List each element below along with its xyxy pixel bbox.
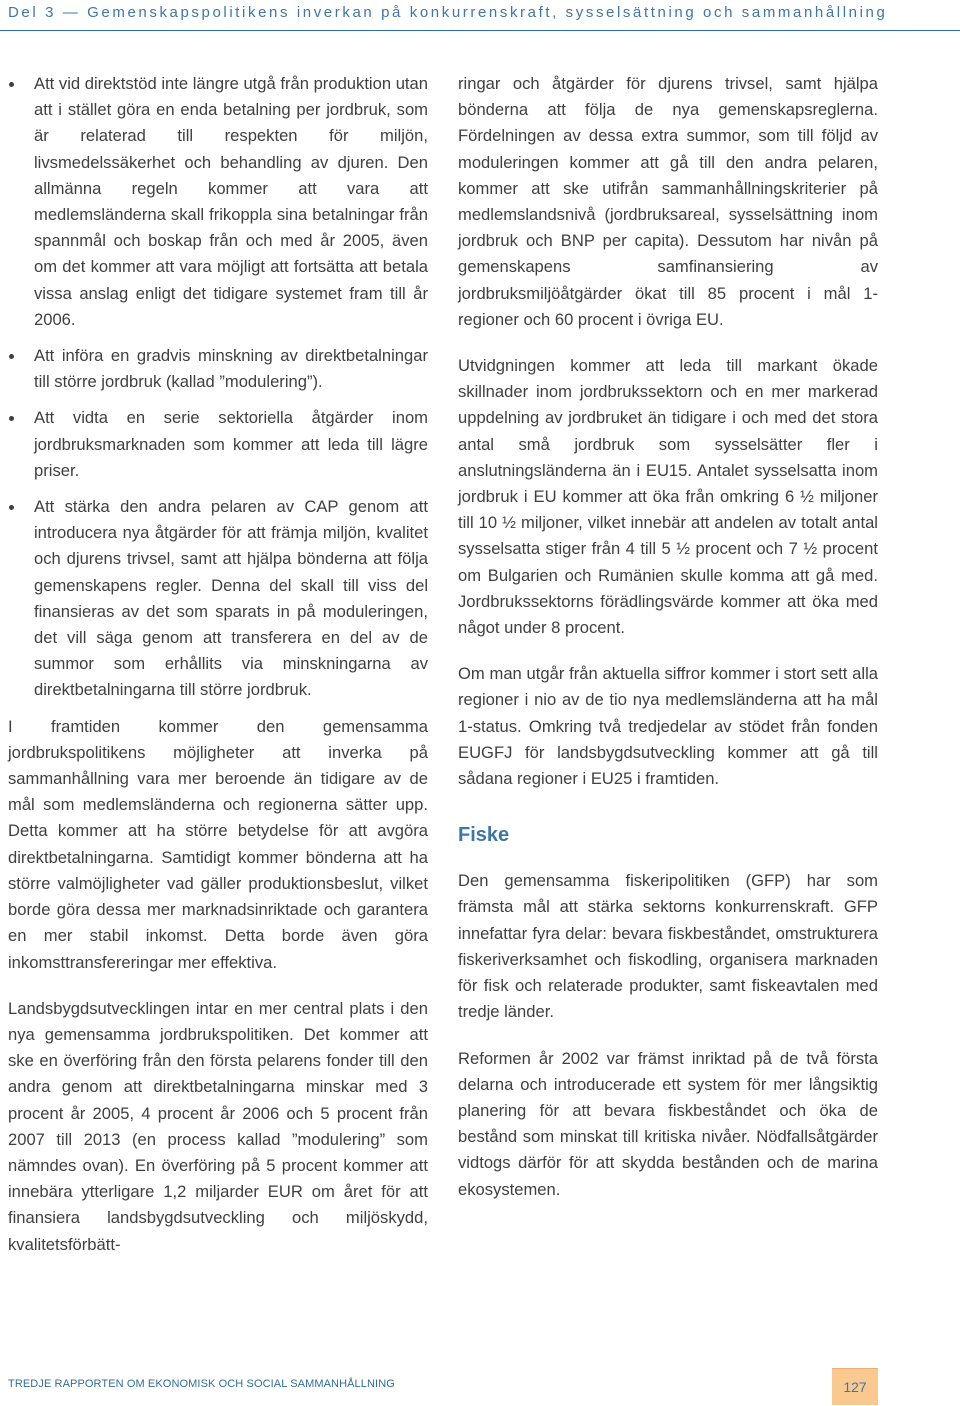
bullet-dot-icon xyxy=(9,416,14,421)
right-column xyxy=(458,71,878,1203)
section-heading: Fiske xyxy=(458,824,510,847)
bullet-dot-icon xyxy=(9,354,14,359)
body-paragraph: ringar och åtgärder för djurens trivsel, samt hjälpa bönderna att följa de nya gemenskapsreglerna. Fördelningen av dessa extra summor, som till följd av moduleringen kommer att gå till den andra pelaren, kommer att ske utifrån sammanhållningskriterier på medlemslandsnivå (jordbruksareal, sysselsättning inom jordbruk och BNP per capita). Dessutom har nivån på gemenskapens samfinansiering av jordbruksmiljöåtgärder ökat till 85 procent i mål 1-regioner och 60 procent i övriga EU. xyxy=(458,74,878,329)
bullet-item: Att vidta en serie sektoriella åtgärder inom jordbruksmarknaden som kommer att leda till lägre priser. xyxy=(8,405,428,484)
running-header xyxy=(0,0,960,31)
bullet-item: Att stärka den andra pelaren av CAP genom att introducera nya åtgärder för att främja miljön, kvalitet och djurens trivsel, samt att hjälpa bönderna att följa gemenskapens regler. Denna del skall till viss del finansieras av det som sparats in på moduleringen, det vill säga genom att transferera en del av de summor som erhållits via minskningarna av direktbetalningarna till större jordbruk. xyxy=(8,494,428,704)
bullet-dot-icon xyxy=(9,82,14,87)
body-paragraph: Landsbygdsutvecklingen intar en mer central plats i den nya gemensamma jordbrukspolitiken. Det kommer att ske en överföring från den första pelarens fonder till den andra genom att direktbetalningarna minskar med 3 procent år 2005, 4 procent år 2006 och 5 procent från 2007 till 2013 (en process kallad ”modulering” som nämndes ovan). En överföring på 5 procent kommer att innebära ytterligare 1,2 miljarder EUR om året för att finansiera landsbygdsutveckling och miljöskydd, kvalitetsförbätt- xyxy=(8,998,428,1254)
running-header-title: Del 3 — Gemenskapspolitikens inverkan på konkurrenskraft, sysselsättning och sammanhållning xyxy=(8,4,888,21)
left-column xyxy=(8,71,428,1258)
bullet-dot-icon xyxy=(9,505,14,510)
bullet-list xyxy=(8,71,428,704)
page-number-box xyxy=(832,1368,878,1405)
body-paragraph: Reformen år 2002 var främst inriktad på de två första delarna och introducerade ett system för mer långsiktig planering för att bevara fiskbeståndet och öka de bestånd som minskat till kritiska nivåer. Nödfallsåtgärder vidtogs därför för att skydda bestånden och de marina ekosystemen. xyxy=(458,1048,878,1199)
body-paragraph: Utvidgningen kommer att leda till markant ökade skillnader inom jordbrukssektorn och en mer markerad uppdelning av jordbruket än tidigare i och med det stora antal små jordbruk som sysselsätter fler i anslutningsländerna än i EU15. Antalet sysselsatta inom jordbruk i EU kommer att öka från omkring 6 ½ miljoner till 10 ½ miljoner, vilket innebär att andelen av totalt antal sysselsatta stiger från 4 till 5 ½ procent och 7 ½ procent om Bulgarien och Rumänien skulle komma att gå med. Jordbrukssektorns förädlingsvärde kommer att öka med något under 8 procent. xyxy=(458,356,878,638)
body-paragraph: I framtiden kommer den gemensamma jordbrukspolitikens möjligheter att inverka på sammanhållning vara mer beroende än tidigare av de mål som medlemsländerna och regionerna sätter upp. Detta kommer att ha större betydelse för att avgöra direktbetalningarna. Samtidigt kommer bönderna att ha större valmöjligheter vad gäller produktionsbeslut, vilket borde göra dessa mer marknadsinriktade och garantera en mer stabil inkomst. Detta borde även göra inkomsttransfereringar mer effektiva. xyxy=(8,716,428,972)
bullet-item: Att vid direktstöd inte längre utgå från produktion utan att i stället göra en enda betalning per jordbruk, som är relaterad till respekten för miljön, livsmedelssäkerhet och behandling av djuren. Den allmänna regeln kommer att vara att medlemsländerna skall frikoppla sina betalningar från spannmål och boskap från och med år 2005, även om det kommer att vara möjligt att fortsätta att betala vissa anslag enligt det tidigare systemet fram till år 2006. xyxy=(8,71,428,333)
body-paragraph: Den gemensamma fiskeripolitiken (GFP) har som främsta mål att stärka sektorns konkurrenskraft. GFP innefattar fyra delar: bevara fiskbeståndet, omstrukturera fiskeriverksamhet och fiskodling, organisera marknaden för fisk och relaterade produkter, samt fiskeavtalen med tredje länder. xyxy=(458,871,878,1022)
bullet-item: Att införa en gradvis minskning av direktbetalningar till större jordbruk (kallad ”modulering”). xyxy=(8,343,428,395)
page-number: 127 xyxy=(843,1379,867,1395)
body-paragraph: Om man utgår från aktuella siffror kommer i stort sett alla regioner i nio av de tio nya medlemsländerna att ha mål 1-status. Omkring två tredjedelar av stödet från fonden EUGFJ för landsbygdsutveckling kommer att gå till sådana regioner i EU25 i framtiden. xyxy=(458,664,878,789)
footer-report-title: TREDJE RAPPORTEN OM EKONOMISK OCH SOCIAL SAMMANHÅLLNING xyxy=(8,1378,395,1390)
